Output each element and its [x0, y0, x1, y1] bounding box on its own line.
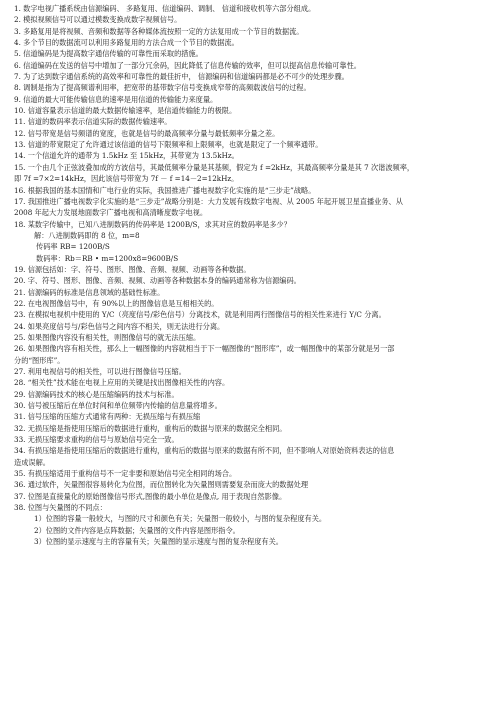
text-line-6: 6. 信道编码在发送的信号中增加了一部分冗余码，因此降低了信息传输的效率，但可以提高信息传输可靠性。	[14, 60, 361, 70]
text-line-38: 38. 位图与矢量图的不同点：	[14, 503, 107, 513]
text-line-12: 12. 信号带宽是信号频谱的宽度，也就是信号的最高频率分量与最低频率分量之差。	[14, 128, 280, 138]
text-line-21: 21. 信源编码的标准是信息领域的基础性标准。	[14, 287, 165, 297]
text-line-17-cont: 2008 年起大力发展地面数字广播电视和高清晰度数字电视。	[14, 208, 208, 218]
text-line-28: 28. “相关性”技术能在电视上应用的关键是找出图像相关性的内容。	[14, 378, 230, 388]
text-line-17: 17. 我国推进广播电视数字化实施的是“三步走”战略分别是：大力发展有线数字电视、从 2005 年起开展卫星直播业务、从	[14, 196, 403, 206]
text-line-2: 2. 模拟视频信号可以通过模数变换成数字视频信号。	[14, 15, 182, 25]
text-line-24: 24. 如果亮度信号与/彩色信号之间内容不相关，则无法进行分离。	[14, 321, 225, 331]
list-item-3: 3）位图的显示速度与主的容量有关；矢量图的显示速度与图的复杂程度有关。	[34, 537, 283, 547]
text-line-19: 19. 信源包括如：字、符号、图形、图像、音频、视频、动画等各种数据。	[14, 264, 251, 274]
text-line-36: 36. 通过软件，矢量图很容易转化为位图，而位图转化为矢量图则需要复杂而庞大的数据处理	[14, 480, 309, 490]
list-item-1: 1）位图的容量一般较大，与图的尺寸和颜色有关；矢量图一般较小，与图的复杂程度有关。	[34, 514, 327, 524]
text-line-25: 25. 如果图像内容没有相关性，则图像信号的就无法压缩。	[14, 332, 201, 342]
text-line-7: 7. 为了达到数字通信系统的高效率和可靠性的最佳折中， 信源编码和信道编码都是必不可少的处理步骤。	[14, 72, 349, 82]
text-line-34-cont: 造成误解。	[14, 457, 50, 467]
text-line-20: 20. 字、符号、图形、图像、音频、视频、动画等各种数据本身的编码通常称为信源编码。	[14, 276, 301, 286]
text-line-1: 1. 数字电视广播系统由信源编码、 多路复用、信道编码、调制、 信道和接收机等六部分组成。	[14, 4, 316, 13]
text-line-5: 5. 信道编码是为提高数字通信传输的可靠性而采取的措施。	[14, 49, 203, 59]
text-line-10: 10. 信道容量表示信道的最大数据传输速率，是信道传输能力的极限。	[14, 106, 237, 116]
solution-line-1: 解：八进制数码即的 8 位，m=8	[34, 230, 140, 240]
text-line-14: 14. 一个信道允许的通带为 1.5kHz 至 15kHz，其带宽为 13.5kHz。	[14, 151, 239, 161]
text-line-13: 13. 信道的带宽限定了允许通过该信道的信号下限频率和上限频率，也就是限定了一个频率通带。	[14, 140, 323, 150]
text-line-27: 27. 利用电视信号的相关性，可以进行图像信号压缩。	[14, 367, 186, 376]
text-line-35: 35. 有损压缩适用于重构信号不一定非要和原始信号完全相同的场合。	[14, 469, 237, 479]
text-line-31: 31. 信号压缩的压缩方式通常有两种：无损压缩与有损压缩	[14, 412, 201, 422]
text-line-16: 16. 根据我国的基本国情和广电行业的实际，我国推进广播电视数字化实施的是“三步走”战略。	[14, 185, 316, 195]
text-line-8: 8. 调制是指为了提高频谱利用率，把宽带的基带数字信号变换成窄带的高频载波信号的过程。	[14, 83, 311, 93]
text-line-23: 23. 在模拟电视机中使用的 Y/C（亮度信号/彩色信号）分离技术，就是利用两行图像信号的相关性来进行 Y/C 分离。	[14, 310, 386, 320]
list-item-2: 2）位图的文件内容是点阵数据；矢量图的文件内容是图形指令。	[34, 525, 240, 535]
solution-line-2: 传码率 RB= 1200B/S	[36, 242, 110, 252]
text-line-3: 3. 多路复用是将视频、音频和数据等各种媒体流按照一定的方法复用成一个节目的数据流。	[14, 26, 304, 36]
text-line-26: 26. 如果图像内容有相关性，那么上一幅图像的内容就相当于下一幅图像的“图形库”，或一幅图像中的某部分就是另一部	[14, 344, 395, 354]
text-line-29: 29. 信源编码技术的核心是压缩编码的技术与标准。	[14, 389, 179, 399]
text-line-22: 22. 在电视图像信号中，有 90%以上的图像信息是互相相关的。	[14, 298, 219, 308]
text-line-15: 15. 一个由几个正弦波叠加成的方波信号，其最低频率分量是其基频，假定为 f =2kHz，其最高频率分量是其 7 次谐波频率，	[14, 162, 415, 172]
text-line-11: 11. 信道的数码率表示信道实际的数据传输速率。	[14, 117, 172, 127]
text-line-15-cont: 即 7f =7×2=14kHz，因此该信号带宽为 7f － f =14－2=12kHz。	[14, 174, 239, 184]
text-line-26-cont: 分的“图形库”。	[14, 355, 65, 365]
text-line-34: 34. 有损压缩是指使用压缩后的数据进行重构，重构后的数据与原来的数据有所不同，但不影响人对原始资料表达的信息	[14, 446, 395, 456]
text-line-18: 18. 某数字传输中，已知八进制数码的传码率是 1200B/S，求其对应的数码率是多少？	[14, 219, 291, 229]
text-line-37: 37. 位图是直接量化的原始图像信号形式,图像的最小单位是像点, 用于表现自然影像。	[14, 491, 287, 501]
text-line-32: 32. 无损压缩是指使用压缩后的数据进行重构，重构后的数据与原来的数据完全相同。	[14, 423, 287, 433]
solution-line-3: 数码率：Rb＝RB • m=1200x8=9600B/S	[36, 253, 179, 263]
text-line-9: 9. 信道的最大可能传输信息的速率是用信道的传输能力来度量。	[14, 94, 218, 104]
text-line-33: 33. 无损压缩要求重构的信号与原始信号完全一致。	[14, 435, 179, 445]
text-line-4: 4. 多个节目的数据流可以利用多路复用的方法合成一个节目的数据流。	[14, 38, 239, 48]
text-line-30: 30. 信号被压缩后在单位时间和单位频带内传输的信息量将增多。	[14, 401, 222, 411]
